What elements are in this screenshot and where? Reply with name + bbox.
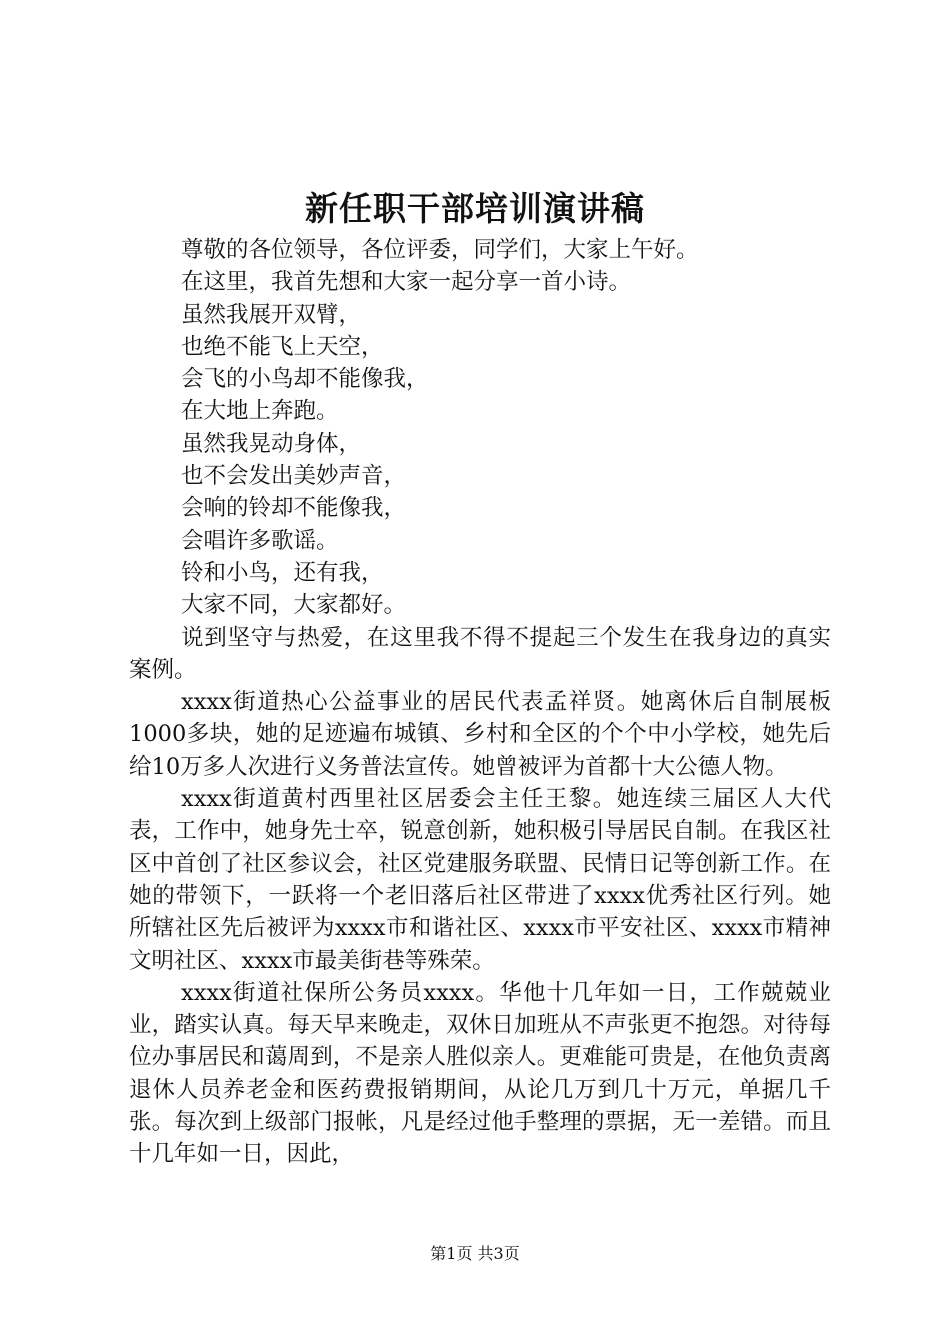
poem-line: 会飞的小鸟却不能像我， (181, 366, 429, 393)
paragraph: xxxx街道黄村西里社区居委会主任王黎。她连续三届区人大代表，工作中，她身先士卒，锐意创新，她积极引导居民自制。在我区社区中首创了社区参议会，社区党建服务联盟、民情日记等创新工作。在她的带领下，一跃将一个老旧落后社区带进了xxxx优秀社区行列。她所辖社区先后被评为xxxx市和谐社区、xxxx市平安社区、xxxx市精神文明社区、xxxx市最美街巷等殊荣。 (129, 786, 831, 974)
intro-line: 在这里，我首先想和大家一起分享一首小诗。 (181, 269, 632, 296)
paragraph: xxxx街道热心公益事业的居民代表孟祥贤。她离休后自制展板1000多块，她的足迹遍布城镇、乡村和全区的个个中小学校，她先后给10万多人次进行义务普法宣传。她曾被评为首都十大公德人物。 (129, 689, 831, 780)
poem-line: 也不会发出美妙声音， (181, 463, 407, 490)
poem-line: 铃和小鸟，还有我， (181, 559, 384, 586)
poem-line: 会响的铃却不能像我， (181, 495, 407, 522)
paragraph: xxxx街道社保所公务员xxxx。华他十几年如一日，工作兢兢业业，踏实认真。每天早来晚走，双休日加班从不声张更不抱怨。对待每位办事居民和蔼周到，不是亲人胜似亲人。更难能可贵是，在他负责离退休人员养老金和医药费报销期间，从论几万到几十万元，单据几千张。每次到上级部门报帐，凡是经过他手整理的票据，无一差错。而且十几年如一日，因此， (129, 979, 831, 1168)
poem-line: 虽然我晃动身体， (181, 430, 362, 457)
page-number-footer: 第1页 共3页 (430, 1244, 520, 1263)
poem-line: 在大地上奔跑。 (181, 398, 339, 425)
poem-line: 大家不同，大家都好。 (181, 592, 407, 619)
greeting-line: 尊敬的各位领导，各位评委，同学们，大家上午好。 (181, 237, 699, 263)
paragraph: 说到坚守与热爱，在这里我不得不提起三个发生在我身边的真实案例。 (129, 624, 831, 683)
document-body (129, 234, 831, 1171)
poem-line: 也绝不能飞上天空， (181, 333, 384, 360)
poem-line: 虽然我展开双臂， (181, 301, 362, 328)
poem-line: 会唱许多歌谣。 (181, 527, 339, 554)
document-title: 新任职干部培训演讲稿 (305, 189, 645, 228)
